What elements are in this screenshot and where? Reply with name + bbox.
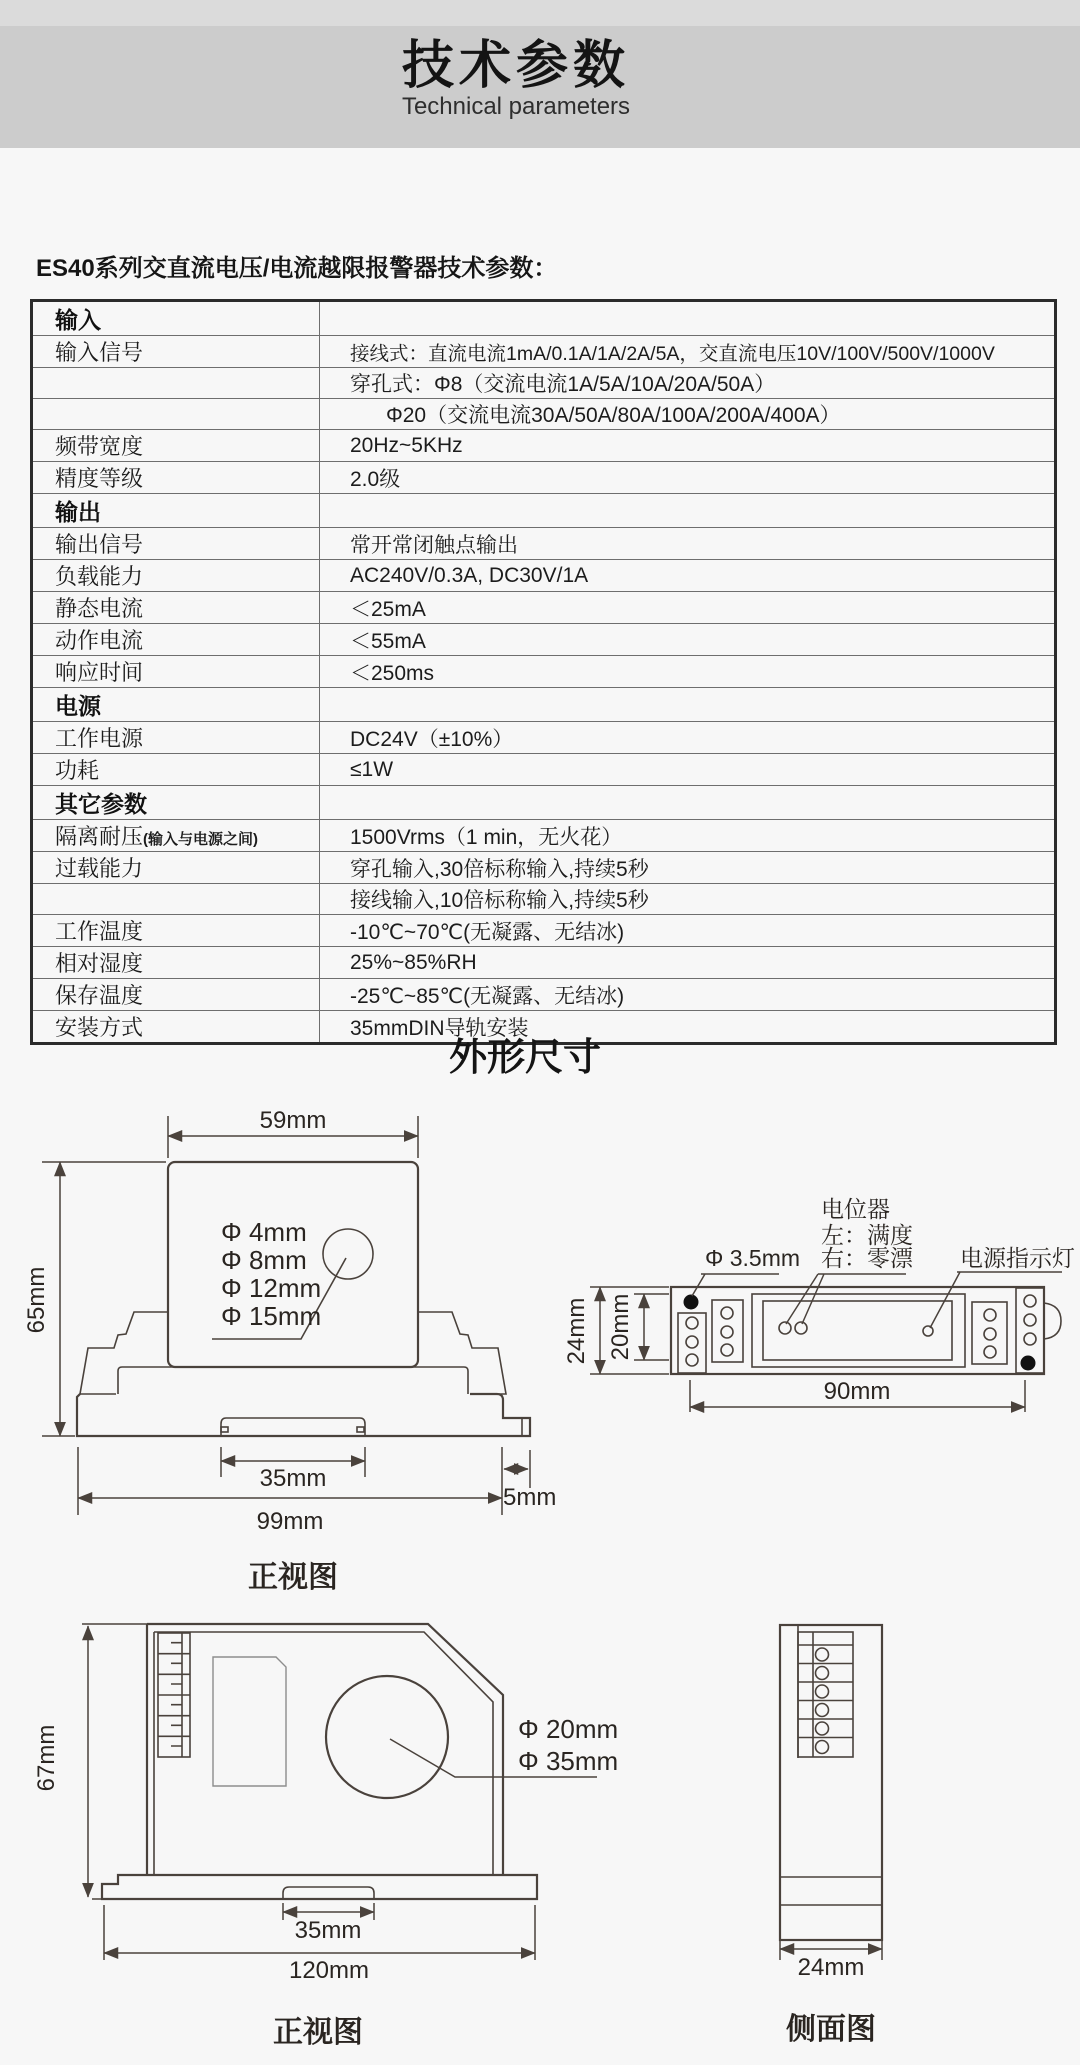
row-value: ＜25mA xyxy=(350,597,426,621)
table-row xyxy=(32,462,1056,494)
potentiometer-left xyxy=(779,1322,791,1334)
section-label: 输出 xyxy=(55,499,101,525)
row-value: Φ20（交流电流30A/50A/80A/100A/200A/400A） xyxy=(386,404,841,427)
table-row xyxy=(32,560,1056,592)
through-hole-circle xyxy=(323,1229,373,1279)
power-led-label: 电源指示灯 xyxy=(960,1245,1075,1271)
base xyxy=(77,1394,530,1436)
section-label: 输入 xyxy=(55,307,101,333)
row-label: 输出信号 xyxy=(55,532,144,557)
base-lines xyxy=(780,1877,882,1905)
table-section-row xyxy=(32,494,1056,528)
terminal-rows xyxy=(798,1632,853,1757)
dim-120mm-label: 120mm xyxy=(288,1957,370,1984)
potentiometer-right xyxy=(795,1322,807,1334)
row-value: 常开常闭触点输出 xyxy=(350,533,518,557)
right-din-clip xyxy=(418,1312,506,1394)
spec-table xyxy=(30,299,1057,1045)
dim-24mm-label: 24mm xyxy=(797,1954,865,1981)
mount-hole-bottom-right xyxy=(1021,1356,1036,1371)
dim-20mm xyxy=(607,1294,669,1361)
row-value: 25%~85%RH xyxy=(350,950,477,974)
pot-right-label: 右：零漂 xyxy=(821,1245,913,1271)
row-value: 2.0级 xyxy=(350,467,401,491)
table-section-row xyxy=(32,301,1056,336)
dim-90mm xyxy=(690,1378,1025,1412)
hole-d1-label: Φ 4mm xyxy=(221,1217,307,1247)
din-rail-slot xyxy=(221,1418,365,1436)
side-view-caption: 侧面图 xyxy=(786,2013,876,2046)
device-outline xyxy=(780,1625,882,1940)
dim-65mm xyxy=(23,1162,166,1436)
row-value: 接线式：直流电流1mA/0.1A/1A/2A/5A，交直流电压10V/100V/500V/1000V xyxy=(350,342,995,365)
row-label: 工作温度 xyxy=(55,919,144,944)
row-label: 保存温度 xyxy=(55,983,144,1008)
table-row xyxy=(32,947,1056,979)
body-outer xyxy=(147,1624,503,1875)
table-row xyxy=(32,336,1056,368)
dim-5mm-label: 5mm xyxy=(503,1484,557,1511)
table-section-row xyxy=(32,786,1056,820)
dim-35mm xyxy=(221,1447,365,1492)
row-value: 1500Vrms（1 min，无火花） xyxy=(350,825,623,849)
row-value: 35mmDIN导轨安装 xyxy=(350,1016,529,1040)
page-subtitle: Technical parameters xyxy=(401,93,631,120)
table-row xyxy=(32,979,1056,1011)
table-row xyxy=(32,592,1056,624)
row-value: -25℃~85℃(无凝露、无结冰) xyxy=(350,984,625,1008)
terminal-col-left xyxy=(678,1313,706,1373)
front-view-small-caption: 正视图 xyxy=(248,1561,338,1594)
front-view-large-caption: 正视图 xyxy=(273,2016,363,2049)
row-label: 相对湿度 xyxy=(55,951,144,976)
row-label-note: (输入与电源之间) xyxy=(143,831,259,848)
mount-hole-dia-label: Φ 3.5mm xyxy=(705,1245,801,1271)
dim-20mm-label: 20mm xyxy=(607,1293,634,1361)
row-value: 穿孔式：Φ8（交流电流1A/5A/10A/20A/50A） xyxy=(350,373,776,396)
row-label: 工作电源 xyxy=(55,726,144,751)
row-label: 精度等级 xyxy=(55,466,144,491)
dim-67mm-label: 67mm xyxy=(33,1724,60,1792)
dim-67mm xyxy=(33,1624,147,1899)
table-row xyxy=(32,399,1056,430)
hole-diameter-list xyxy=(221,1217,321,1331)
row-value: 20Hz~5KHz xyxy=(350,433,463,457)
dim-99mm-label: 99mm xyxy=(256,1508,324,1535)
through-hole-circle xyxy=(326,1676,448,1798)
section-label: 电源 xyxy=(55,693,101,719)
pot-leaders xyxy=(786,1274,906,1324)
table-row xyxy=(32,852,1056,884)
dim-35mm-label: 35mm xyxy=(294,1917,362,1944)
front-view-small-drawing xyxy=(0,1100,560,1600)
hole-d1-label: Φ 20mm xyxy=(518,1714,619,1744)
body-inner xyxy=(154,1632,493,1875)
terminal-teeth xyxy=(158,1633,190,1757)
slot-hook-right xyxy=(357,1427,364,1432)
dim-59mm-label: 59mm xyxy=(259,1107,327,1134)
dim-5mm xyxy=(503,1450,556,1511)
table-section-row xyxy=(32,688,1056,722)
row-value: AC240V/0.3A, DC30V/1A xyxy=(350,563,589,587)
row-label: 负载能力 xyxy=(55,564,144,589)
table-row xyxy=(32,624,1056,656)
row-label: 功耗 xyxy=(55,758,100,783)
dimensions-section-title: 外形尺寸 xyxy=(448,1037,601,1079)
page-title: 技术参数 xyxy=(401,37,630,95)
table-row xyxy=(32,722,1056,754)
row-value: 穿孔输入,30倍标称输入,持续5秒 xyxy=(350,857,649,881)
dim-59mm xyxy=(168,1107,418,1158)
label-window xyxy=(213,1657,286,1786)
row-value: ≤1W xyxy=(350,757,394,781)
hole-d3-label: Φ 12mm xyxy=(221,1273,322,1303)
left-din-clip xyxy=(80,1312,168,1394)
table-row xyxy=(32,884,1056,915)
row-label: 隔离耐压 xyxy=(55,824,144,849)
section-label: 其它参数 xyxy=(55,791,147,817)
din-rail-slot xyxy=(283,1887,374,1899)
front-view-large-drawing xyxy=(30,1610,640,2065)
module-outline xyxy=(671,1287,1061,1374)
row-value: ＜250ms xyxy=(350,661,435,685)
row-label: 频带宽度 xyxy=(55,434,144,459)
row-value: 接线输入,10倍标称输入,持续5秒 xyxy=(350,889,649,912)
hole-d2-label: Φ 8mm xyxy=(221,1245,307,1275)
row-value: DC24V（±10%） xyxy=(350,727,514,751)
top-strip xyxy=(0,0,1080,26)
table-row xyxy=(32,656,1056,688)
row-label: 输入信号 xyxy=(55,340,144,365)
row-label: 响应时间 xyxy=(55,660,144,685)
dim-24mm-label: 24mm xyxy=(563,1297,590,1365)
row-value: ＜55mA xyxy=(350,629,426,653)
annotations xyxy=(692,1196,1075,1328)
pot-left-label: 左：满度 xyxy=(821,1222,913,1248)
side-bump xyxy=(1044,1303,1061,1339)
row-label: 动作电流 xyxy=(55,628,144,653)
pot-title-label: 电位器 xyxy=(821,1196,890,1222)
row-label: 安装方式 xyxy=(55,1015,144,1040)
dim-35mm xyxy=(283,1903,374,1944)
dim-65mm-label: 65mm xyxy=(23,1266,50,1334)
section-header-banner xyxy=(0,26,1080,148)
slot-hook-left xyxy=(221,1427,228,1432)
table-row xyxy=(32,820,1056,852)
row-label: 静态电流 xyxy=(55,596,144,621)
body xyxy=(780,1625,882,1940)
table-row xyxy=(32,430,1056,462)
hole-leader xyxy=(692,1274,779,1296)
dim-35mm-label: 35mm xyxy=(259,1465,327,1492)
mid-band xyxy=(118,1367,468,1394)
dim-90mm-label: 90mm xyxy=(823,1378,891,1405)
row-value: -10℃~70℃(无凝露、无结冰) xyxy=(350,920,625,944)
side-view-drawing xyxy=(730,1615,1080,2055)
led-leader xyxy=(930,1272,1062,1328)
mount-hole-top-left xyxy=(684,1295,699,1310)
table-row xyxy=(32,754,1056,786)
hole-d4-label: Φ 15mm xyxy=(221,1301,322,1331)
table-row xyxy=(32,368,1056,399)
spec-intro-line: ES40系列交直流电压/电流越限报警器技术参数： xyxy=(36,255,558,282)
dim-24mm xyxy=(780,1940,882,1981)
row-label: 过载能力 xyxy=(55,856,144,881)
terminal-block-3 xyxy=(972,1302,1007,1364)
terminal-block-2 xyxy=(712,1300,743,1362)
hole-d2-label: Φ 35mm xyxy=(518,1746,619,1776)
top-view-drawing xyxy=(560,1185,1080,1420)
table-row xyxy=(32,915,1056,947)
power-led xyxy=(923,1326,933,1336)
table-row xyxy=(32,528,1056,560)
